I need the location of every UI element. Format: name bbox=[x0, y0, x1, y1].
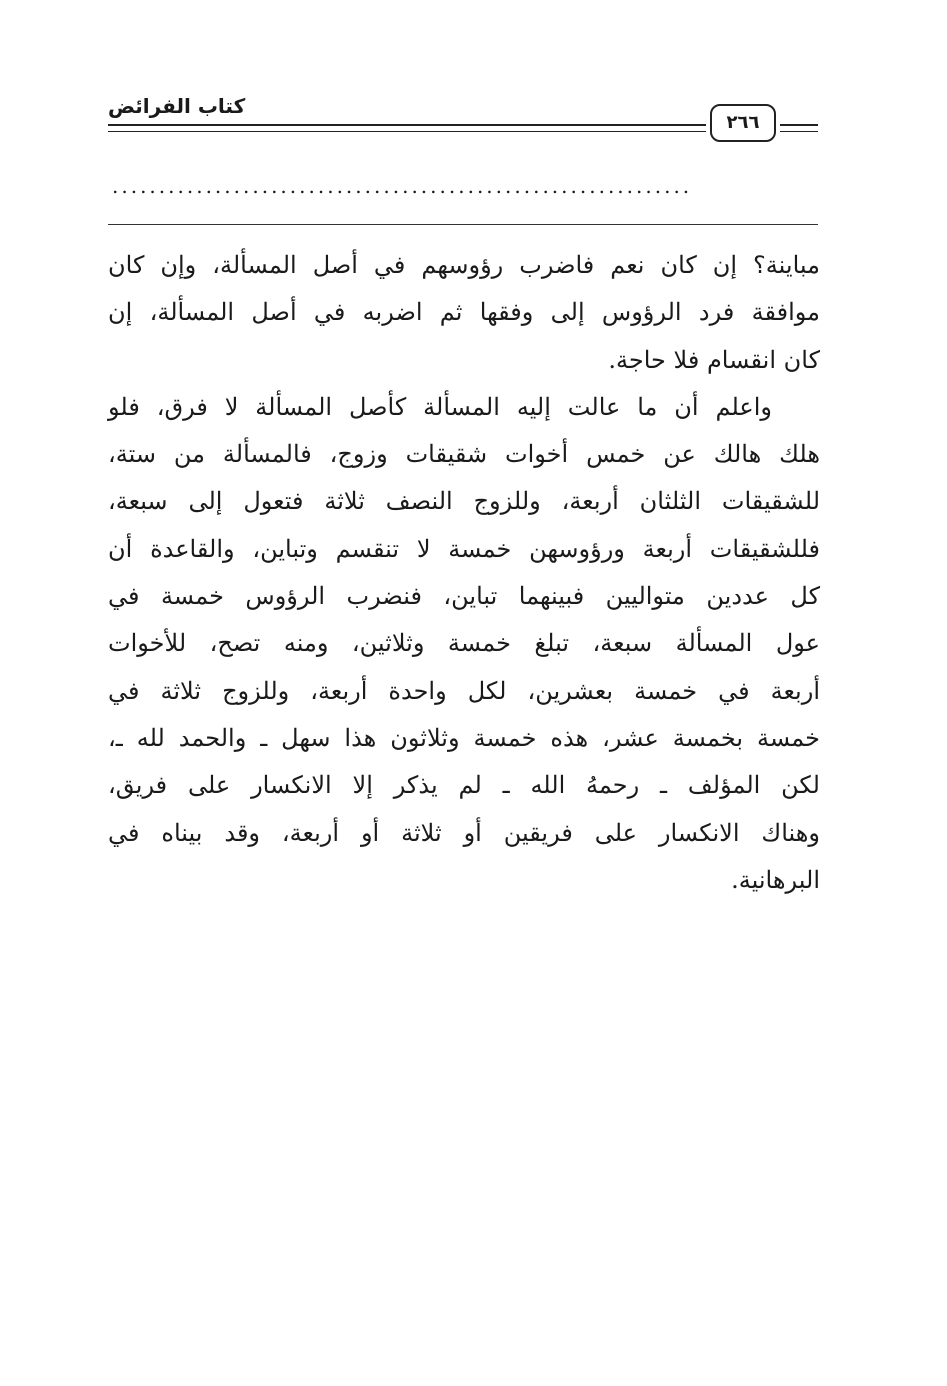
text-line: كان انقسام فلا حاجة. bbox=[608, 345, 820, 374]
body-text bbox=[108, 242, 820, 904]
paragraph bbox=[108, 384, 820, 904]
text-line: البرهانية. bbox=[731, 865, 820, 894]
text-line: وهناك الانكسار على فريقين أو ثلاثة أو أربعة، وقد بيناه في bbox=[108, 818, 820, 847]
text-line: موافقة فرد الرؤوس إلى وفقها ثم اضربه في أصل المسألة، إن bbox=[108, 298, 820, 327]
dotted-continuation-line: .............................................................. bbox=[112, 174, 693, 198]
text-line: للشقيقات الثلثان أربعة، وللزوج النصف ثلاثة فتعول إلى سبعة، bbox=[108, 487, 820, 516]
header-rule bbox=[780, 131, 818, 132]
page-number: ٢٦٦ bbox=[710, 104, 776, 142]
header-rule bbox=[780, 124, 818, 126]
text-line: واعلم أن ما عالت إليه المسألة كأصل المسألة لا فرق، فلو bbox=[108, 392, 772, 421]
text-line: لكن المؤلف ـ رحمهُ الله ـ لم يذكر إلا الانكسار على فريق، bbox=[108, 771, 820, 800]
text-line: فللشقيقات أربعة ورؤوسهن خمسة لا تنقسم وتباين، والقاعدة أن bbox=[108, 534, 820, 563]
text-line: مباينة؟ إن كان نعم فاضرب رؤوسهم في أصل المسألة، وإن كان bbox=[108, 251, 820, 279]
text-line: أربعة في خمسة بعشرين، لكل واحدة أربعة، وللزوج ثلاثة في bbox=[108, 676, 820, 705]
book-title: كتاب الفرائض bbox=[108, 94, 246, 118]
text-line: كل عددين متواليين فبينهما تباين، فنضرب الرؤوس خمسة في bbox=[108, 582, 820, 611]
text-line: خمسة بخمسة عشر، هذه خمسة وثلاثون هذا سهل ـ والحمد لله ـ، bbox=[108, 723, 821, 752]
text-line: عول المسألة سبعة، تبلغ خمسة وثلاثين، ومنه تصح، للأخوات bbox=[108, 629, 820, 658]
text-line: هلك هالك عن خمس أخوات شقيقات وزوج، فالمسألة من ستة، bbox=[108, 440, 820, 469]
paragraph bbox=[108, 242, 820, 384]
header-rule bbox=[108, 124, 706, 126]
header-rule bbox=[108, 131, 706, 132]
separator-rule bbox=[108, 224, 818, 225]
